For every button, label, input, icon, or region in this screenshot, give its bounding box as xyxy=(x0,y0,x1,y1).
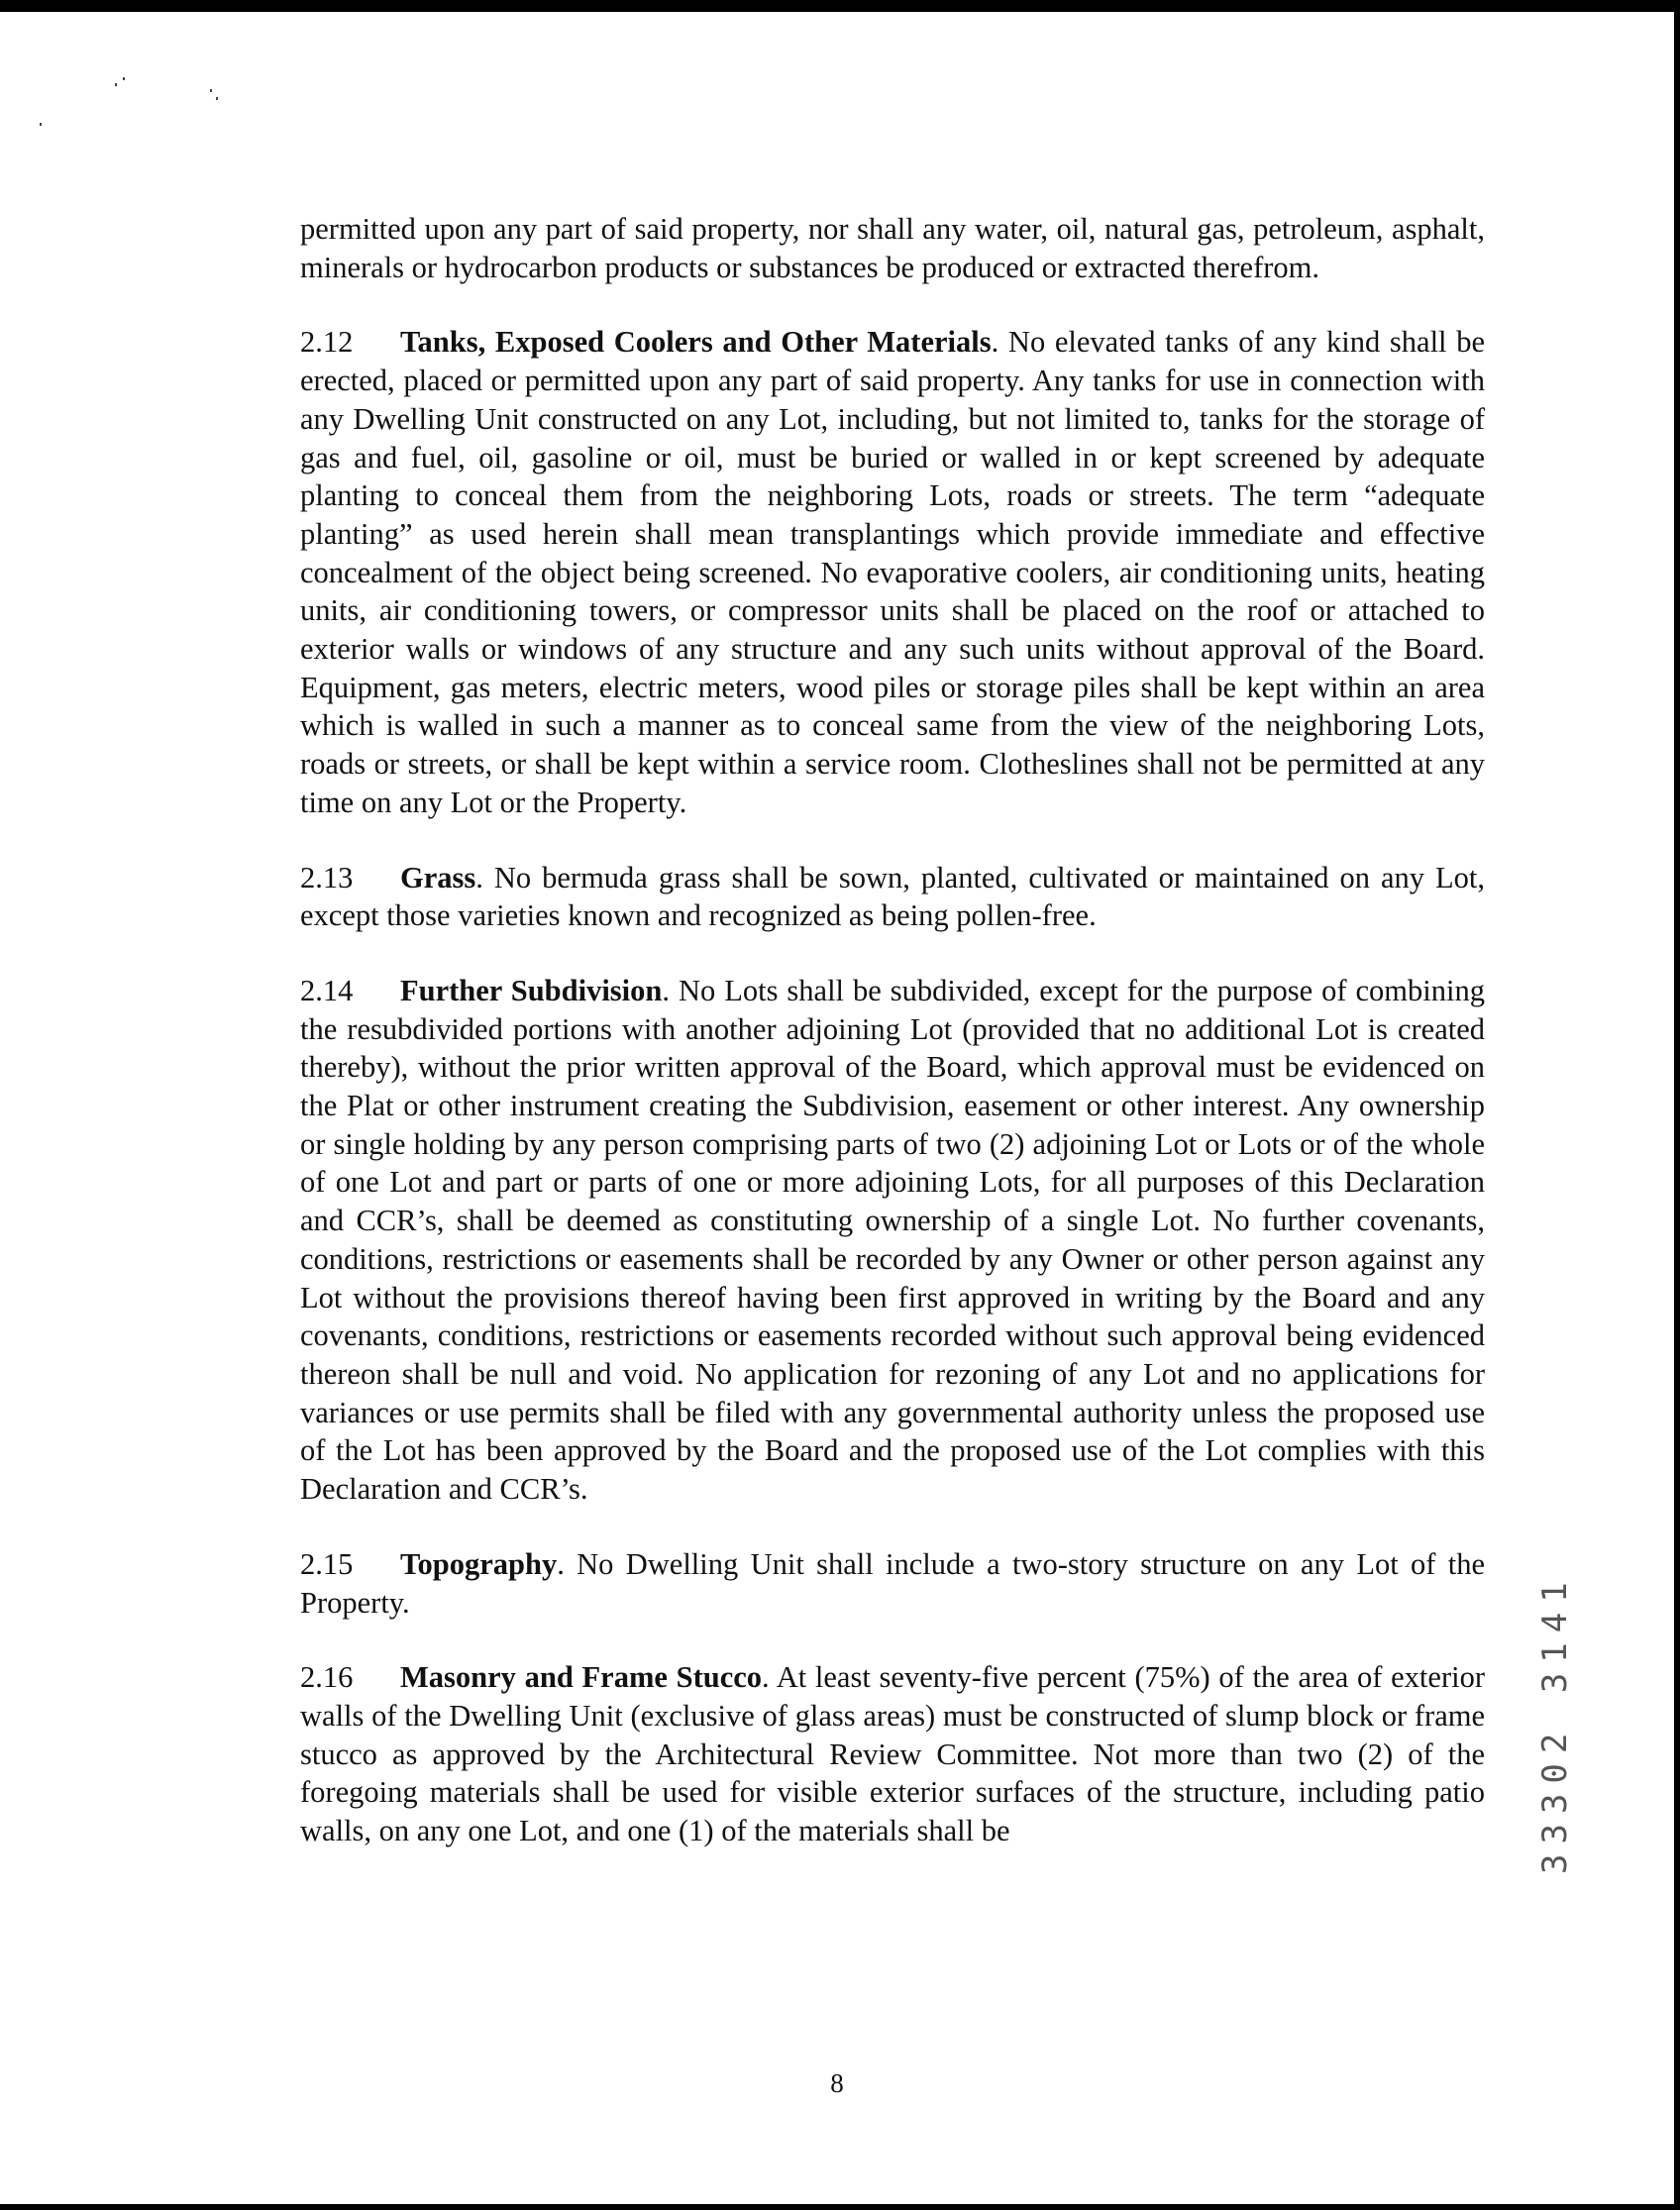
section-text: . No bermuda grass shall be sown, planted, cultivated or maintained on any Lot, except those varieties known and recognized as being pollen-free. xyxy=(300,860,1485,933)
scan-speck xyxy=(123,77,125,80)
section-number: 2.15 xyxy=(300,1546,354,1581)
section-heading: Grass xyxy=(400,860,476,895)
section-heading: Tanks, Exposed Coolers and Other Materials xyxy=(400,325,992,360)
page-number: 8 xyxy=(830,2068,844,2098)
section-2-13 xyxy=(300,859,1485,935)
section-2-15 xyxy=(300,1545,1485,1622)
scan-speck xyxy=(210,89,212,92)
paragraph-continuation xyxy=(300,210,1485,286)
section-number: 2.14 xyxy=(300,973,354,1007)
scan-specks xyxy=(0,12,258,151)
section-number: 2.13 xyxy=(300,860,354,895)
section-text: . No elevated tanks of any kind shall be erected, placed or permitted upon any part of said property. Any tanks for use in connection with any Dwelling Unit constructed on any Lot, including, but not limited to, tanks for the storage of gas and fuel, oil, gasoline or oil, must be buried or walled in or kept screened by adequate planting to conceal them from the neighboring Lots, roads or streets. The term “adequate planting” as used herein shall mean transplantings which provide immediate and effective concealment of the object being screened. No evaporative coolers, air conditioning units, heating units, air conditioning towers, or compressor units shall be placed on the roof or attached to exterior walls or windows of any structure and any such units without approval of the Board. Equipment, gas meters, electric meters, wood piles or storage piles shall be kept within an area which is walled in such a manner as to conceal same from the view of the neighboring Lots, roads or streets, or shall be kept within a service room. Clotheslines shall not be permitted at any time on any Lot or the Property. xyxy=(300,325,1485,819)
scan-speck xyxy=(216,97,218,100)
section-heading: Masonry and Frame Stucco xyxy=(400,1660,763,1695)
document-page xyxy=(0,12,1674,2204)
section-heading: Topography xyxy=(400,1546,558,1581)
section-text: . No Lots shall be subdivided, except for the purpose of combining the resubdivided portions with another adjoining Lot (provided that no additional Lot is created thereby), without the prior written approval of the Board, which approval must be evidenced on the Plat or other instrument creating the Subdivision, easement or other interest. Any ownership or single holding by any person comprising parts of two (2) adjoining Lot or Lots or of the whole of one Lot and part or parts of one or more adjoining Lots, for all purposes of this Declaration and CCR’s, shall be deemed as constituting ownership of a single Lot. No further covenants, conditions, restrictions or easements shall be recorded by any Owner or other person against any Lot without the provisions thereof having been first approved in writing by the Board and any covenants, conditions, restrictions or easements recorded without such approval being evidenced thereon shall be null and void. No application for rezoning of any Lot and no applications for variances or use permits shall be filed with any governmental authority unless the proposed use of the Lot has been approved by the Board and the proposed use of the Lot complies with this Declaration and CCR’s. xyxy=(300,973,1485,1507)
document-body xyxy=(300,210,1485,1887)
section-text: . At least seventy-five percent (75%) of the area of exterior walls of the Dwelling Unit (exclusive of glass areas) must be constructed of slump block or frame stucco as approved by the Architectural Review Committee. Not more than two (2) of the foregoing materials shall be used for visible exterior surfaces of the structure, including patio walls, on any one Lot, and one (1) of the materials shall be xyxy=(300,1660,1485,1848)
scan-speck xyxy=(115,83,117,86)
section-2-12 xyxy=(300,323,1485,821)
section-number: 2.12 xyxy=(300,325,354,360)
scan-speck xyxy=(40,123,42,126)
side-stamp: 33302 3141 xyxy=(1535,1572,1575,1874)
section-2-16 xyxy=(300,1658,1485,1850)
section-text: . No Dwelling Unit shall include a two-story structure on any Lot of the Property. xyxy=(300,1546,1485,1620)
paragraph-text: permitted upon any part of said property, nor shall any water, oil, natural gas, petroleum, asphalt, minerals or hydrocarbon products or substances be produced or extracted therefrom. xyxy=(300,212,1485,284)
section-heading: Further Subdivision xyxy=(400,973,663,1007)
section-number: 2.16 xyxy=(300,1660,354,1695)
section-2-14 xyxy=(300,972,1485,1509)
